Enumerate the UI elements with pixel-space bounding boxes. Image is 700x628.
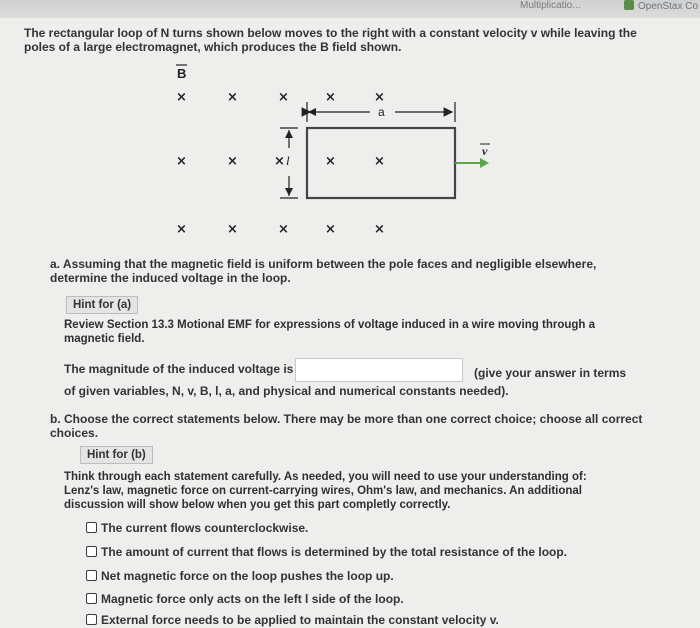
checkbox[interactable] — [86, 546, 97, 557]
choice-label: The current flows counterclockwise. — [101, 521, 309, 535]
choice-item[interactable] — [86, 569, 394, 583]
field-mark: × — [227, 154, 238, 169]
field-mark: × — [374, 154, 385, 169]
field-mark: × — [227, 222, 238, 237]
field-mark: × — [278, 90, 289, 105]
field-mark: × — [274, 154, 285, 169]
field-mark: × — [374, 222, 385, 237]
problem-statement: The rectangular loop of N turns shown below moves to the right with a constant velocity v while leaving the poles of a large electromagnet, which produces the B field shown. — [24, 26, 637, 54]
checkbox[interactable] — [86, 570, 97, 581]
induced-voltage-input[interactable] — [295, 358, 463, 382]
checkbox[interactable] — [86, 593, 97, 604]
choice-item[interactable] — [86, 592, 404, 606]
magnetic-field-diagram — [150, 60, 510, 250]
openstax-icon — [624, 0, 634, 10]
choice-item[interactable] — [86, 613, 499, 627]
hint-b-button[interactable]: Hint for (b) — [80, 446, 153, 464]
width-label-a: a — [378, 105, 385, 119]
height-arrowhead-up — [285, 130, 293, 138]
answer-variables: of given variables, N, v, B, l, a, and physical and numerical constants needed). — [64, 384, 509, 398]
choice-label: Net magnetic force on the loop pushes the loop up. — [101, 569, 394, 583]
checkbox[interactable] — [86, 614, 97, 625]
width-arrowhead — [308, 108, 316, 116]
field-mark: × — [374, 90, 385, 105]
hint-a-button[interactable]: Hint for (a) — [66, 296, 138, 314]
field-mark: × — [278, 222, 289, 237]
hint-b-text: Think through each statement carefully. As needed, you will need to use your understanding of: Lenz's law, magnetic force on current-carrying wires, Ohm's law, and mechanics. An additional discussion will show below when you get this part completly correctly. — [64, 471, 587, 511]
velocity-label-v: v — [482, 144, 488, 158]
choice-item[interactable] — [86, 545, 567, 559]
velocity-arrowhead — [480, 158, 489, 168]
field-mark: × — [325, 90, 336, 105]
choice-label: External force needs to be applied to maintain the constant velocity v. — [101, 613, 499, 627]
browser-tab-label: OpenStax Co — [638, 1, 699, 12]
hint-a-text: Review Section 13.3 Motional EMF for expressions of voltage induced in a wire moving through a magnetic field. — [64, 319, 596, 345]
browser-tab-openstax[interactable] — [624, 0, 700, 14]
choice-label: Magnetic force only acts on the left l side of the loop. — [101, 592, 404, 606]
field-label-b: B — [177, 66, 187, 81]
part-b-question: b. Choose the correct statements below. There may be more than one correct choice; choose all correct choices. — [50, 412, 643, 440]
choice-item[interactable] — [86, 521, 308, 535]
field-mark: × — [227, 90, 238, 105]
answer-instructions: (give your answer in terms — [474, 366, 627, 380]
field-mark: × — [176, 222, 187, 237]
height-arrowhead-down — [285, 188, 293, 196]
field-mark: × — [325, 222, 336, 237]
checkbox[interactable] — [86, 522, 97, 533]
part-a-question: a. Assuming that the magnetic field is uniform between the pole faces and negligible elsewhere, determine the induced voltage in the loop. — [50, 257, 597, 285]
field-mark: × — [176, 90, 187, 105]
height-label-l: l — [286, 153, 290, 168]
browser-tab-strip — [0, 0, 700, 18]
field-mark: × — [176, 154, 187, 169]
choice-label: The amount of current that flows is determined by the total resistance of the loop. — [101, 545, 568, 559]
browser-tab[interactable]: Multiplicatio... — [520, 0, 581, 11]
induced-voltage-prompt: The magnitude of the induced voltage is — [64, 362, 294, 376]
field-mark: × — [325, 154, 336, 169]
